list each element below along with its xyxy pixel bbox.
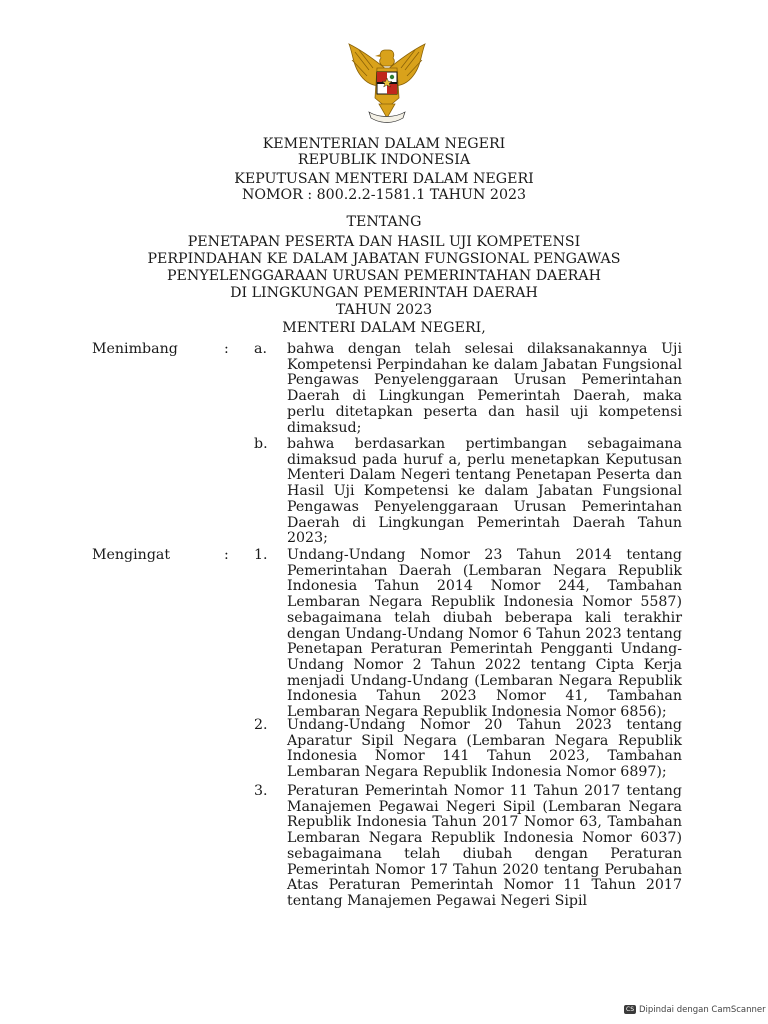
item-marker: a. xyxy=(254,341,267,357)
item-text: bahwa dengan telah selesai dilaksanakannya Uji Kompetensi Perpindahan ke dalam Jabatan Fungsional Pengawas Penyelenggaraan Urusan Pemerintahan Daerah di Lingkungan Pemerintah Daerah, maka perlu ditetapkan peserta dan hasil uji kompetensi dimaksud; xyxy=(287,341,682,436)
mengingat-colon: : xyxy=(224,547,229,563)
item-marker: 2. xyxy=(254,717,268,733)
item-text: Undang-Undang Nomor 20 Tahun 2023 tentang Aparatur Sipil Negara (Lembaran Negara Republik Indonesia Nomor 141 Tahun 2023, Tambahan Lembaran Negara Republik Indonesia Nomor 6897); xyxy=(287,717,682,781)
decree-title: KEPUTUSAN MENTERI DALAM NEGERI xyxy=(234,171,534,187)
menimbang-item-a xyxy=(254,342,682,436)
decree-number: NOMOR : 800.2.2-1581.1 TAHUN 2023 xyxy=(241,187,527,203)
subject-line-1: PENETAPAN PESERTA DAN HASIL UJI KOMPETENSI xyxy=(187,234,581,250)
subject-line-5: TAHUN 2023 xyxy=(335,302,433,318)
subject-line-3: PENYELENGGARAAN URUSAN PEMERINTAHAN DAERAH xyxy=(167,268,601,284)
ministry-name: KEMENTERIAN DALAM NEGERI xyxy=(262,136,506,152)
item-marker: b. xyxy=(254,436,268,452)
mengingat-item-3 xyxy=(254,784,682,910)
subject-line-2: PERPINDAHAN KE DALAM JABATAN FUNGSIONAL PENGAWAS xyxy=(147,251,621,267)
mengingat-label: Mengingat xyxy=(92,547,171,563)
item-text: bahwa berdasarkan pertimbangan sebagaimana dimaksud pada huruf a, perlu menetapkan Keputusan Menteri Dalam Negeri tentang Penetapan Peserta dan Hasil Uji Kompetensi ke dalam Jabatan Fungsional Pengawas Penyelenggaraan Urusan Pemerintahan Daerah di Lingkungan Pemerintah Daerah Tahun 2023; xyxy=(287,436,682,547)
subject-heading: TENTANG xyxy=(346,214,422,230)
mengingat-item-1 xyxy=(254,548,682,721)
subject-line-4: DI LINGKUNGAN PEMERINTAH DAERAH xyxy=(230,285,538,301)
item-marker: 1. xyxy=(254,547,268,563)
menimbang-label: Menimbang xyxy=(92,341,178,357)
garuda-pancasila-emblem-icon xyxy=(339,40,435,126)
camscanner-logo-icon: CS xyxy=(626,1006,634,1013)
menimbang-item-b xyxy=(254,437,682,547)
republic-name: REPUBLIK INDONESIA xyxy=(297,152,471,168)
item-marker: 3. xyxy=(254,783,268,799)
menimbang-colon: : xyxy=(224,341,229,357)
camscanner-watermark xyxy=(624,1005,766,1015)
item-text: Peraturan Pemerintah Nomor 11 Tahun 2017 tentang Manajemen Pegawai Negeri Sipil (Lembaran Negara Republik Indonesia Tahun 2017 Nomor 63, Tambahan Lembaran Negara Republik Indonesia Nomor 6037) sebagaimana telah diubah dengan Peraturan Pemerintah Nomor 17 Tahun 2020 tentang Perubahan Atas Peraturan Pemerintah Nomor 11 Tahun 2017 tentang Manajemen Pegawai Negeri Sipil xyxy=(287,783,682,909)
mengingat-item-2 xyxy=(254,718,682,781)
authority-line: MENTERI DALAM NEGERI, xyxy=(282,320,486,336)
scanner-note: Dipindai dengan CamScanner xyxy=(639,1005,766,1015)
item-text: Undang-Undang Nomor 23 Tahun 2014 tentang Pemerintahan Daerah (Lembaran Negara Republik Indonesia Tahun 2014 Nomor 244, Tambahan Lembaran Negara Republik Indonesia Nomor 5587) sebagaimana telah diubah beberapa kali terakhir dengan Undang-Undang Nomor 6 Tahun 2023 tentang Penetapan Peraturan Pemerintah Pengganti Undang-Undang Nomor 2 Tahun 2022 tentang Cipta Kerja menjadi Undang-Undang (Lembaran Negara Republik Indonesia Tahun 2023 Nomor 41, Tambahan Lembaran Negara Republik Indonesia Nomor 6856); xyxy=(287,547,682,721)
